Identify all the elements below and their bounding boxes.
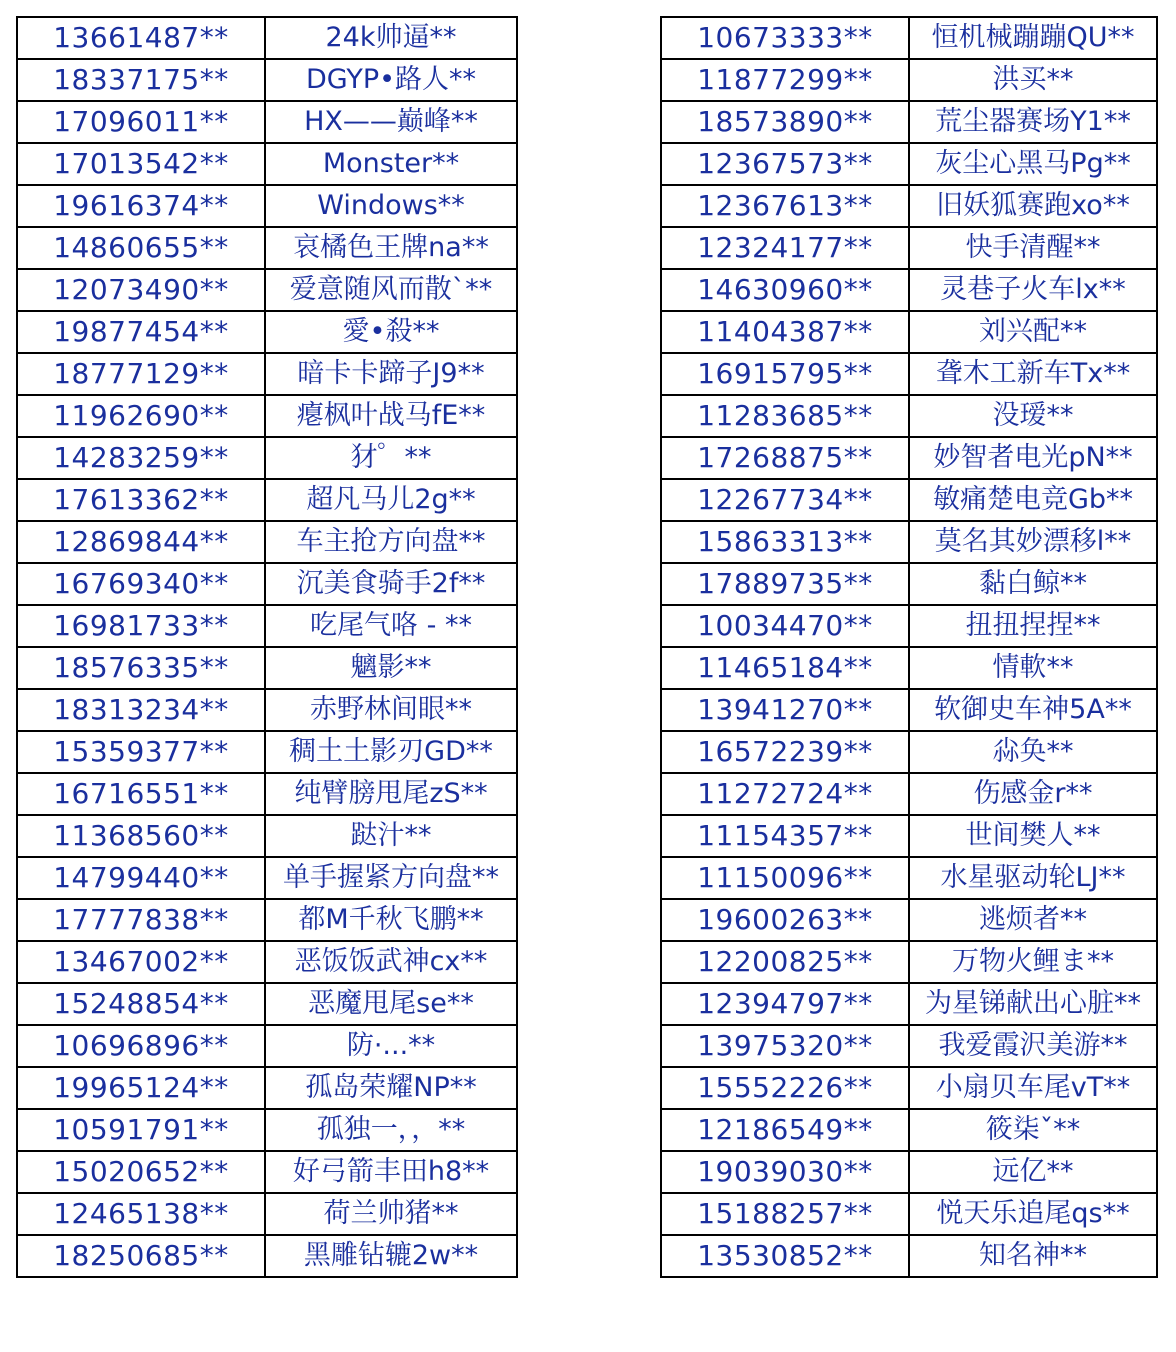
nickname-cell: 纯臂膀甩尾zS** [265,773,517,815]
user-id-cell: 18250685** [17,1235,265,1277]
user-id-cell: 12324177** [661,227,909,269]
table-row [661,227,1157,269]
user-id-cell: 18576335** [17,647,265,689]
nickname-cell: 莫名其妙漂移l** [909,521,1157,563]
table-row [661,899,1157,941]
user-id-cell: 11272724** [661,773,909,815]
user-id-cell: 15552226** [661,1067,909,1109]
nickname-cell: 24k帅逼** [265,17,517,59]
user-id-cell: 16716551** [17,773,265,815]
nickname-cell: 我爱霞沢美游** [909,1025,1157,1067]
nickname-cell: 情軟** [909,647,1157,689]
user-id-cell: 11283685** [661,395,909,437]
user-id-cell: 16769340** [17,563,265,605]
user-id-cell: 17013542** [17,143,265,185]
user-id-cell: 13975320** [661,1025,909,1067]
table-row [661,647,1157,689]
table-row [17,941,517,983]
nickname-cell: 筱柒ˇ** [909,1109,1157,1151]
nickname-cell: 跶汁** [265,815,517,857]
left-roster-table [16,16,518,1278]
user-id-cell: 15359377** [17,731,265,773]
table-row [17,437,517,479]
nickname-cell: 瘪枫叶战马fE** [265,395,517,437]
nickname-cell: 愛•殺** [265,311,517,353]
user-id-cell: 18337175** [17,59,265,101]
nickname-cell: 旧妖狐赛跑xo** [909,185,1157,227]
table-row [661,857,1157,899]
user-id-cell: 14283259** [17,437,265,479]
table-row [661,101,1157,143]
table-row [17,983,517,1025]
user-id-cell: 17268875** [661,437,909,479]
user-id-cell: 13661487** [17,17,265,59]
nickname-cell: 聋木工新车Tx** [909,353,1157,395]
user-id-cell: 14630960** [661,269,909,311]
nickname-cell: 尛奂** [909,731,1157,773]
table-row [661,1151,1157,1193]
nickname-cell: 刘兴配** [909,311,1157,353]
user-id-cell: 14799440** [17,857,265,899]
user-id-cell: 19877454** [17,311,265,353]
nickname-cell: 世间樊人** [909,815,1157,857]
table-row [17,1193,517,1235]
nickname-cell: 恶饭饭武神cx** [265,941,517,983]
nickname-cell: 小扇贝车尾vT** [909,1067,1157,1109]
nickname-cell: 荷兰帅猪** [265,1193,517,1235]
table-row [17,689,517,731]
table-row [661,311,1157,353]
user-id-cell: 19965124** [17,1067,265,1109]
user-id-cell: 19600263** [661,899,909,941]
nickname-cell: 防·...** [265,1025,517,1067]
nickname-cell: 爱意随风而散ˋ** [265,269,517,311]
user-id-cell: 12367573** [661,143,909,185]
table-row [17,17,517,59]
user-id-cell: 15020652** [17,1151,265,1193]
nickname-cell: 吃尾气咯 - ** [265,605,517,647]
user-id-cell: 15863313** [661,521,909,563]
table-row [17,773,517,815]
user-id-cell: 13530852** [661,1235,909,1277]
nickname-cell: 洪买** [909,59,1157,101]
table-row [661,479,1157,521]
table-row [661,1025,1157,1067]
table-row [661,269,1157,311]
nickname-cell: 妙智者电光pN** [909,437,1157,479]
right-roster-body [661,17,1157,1277]
table-row [661,815,1157,857]
nickname-cell: 灵巷子火车lx** [909,269,1157,311]
table-row [661,395,1157,437]
table-row [661,185,1157,227]
user-id-cell: 10591791** [17,1109,265,1151]
user-id-cell: 12869844** [17,521,265,563]
nickname-cell: 稠土土影刃GD** [265,731,517,773]
user-id-cell: 12465138** [17,1193,265,1235]
user-id-cell: 11154357** [661,815,909,857]
nickname-cell: 没瑷** [909,395,1157,437]
table-row [661,143,1157,185]
user-id-cell: 11368560** [17,815,265,857]
nickname-cell: 犲゜** [265,437,517,479]
table-row [661,983,1157,1025]
user-id-cell: 19616374** [17,185,265,227]
nickname-cell: 孤岛荣耀NP** [265,1067,517,1109]
user-id-cell: 11404387** [661,311,909,353]
table-row [17,1151,517,1193]
user-id-cell: 18313234** [17,689,265,731]
table-row [17,731,517,773]
nickname-cell: 沉美食骑手2f** [265,563,517,605]
nickname-cell: 荒尘器赛场Y1** [909,101,1157,143]
user-id-cell: 15188257** [661,1193,909,1235]
nickname-cell: 黏白鲸** [909,563,1157,605]
table-row [661,17,1157,59]
table-row [17,353,517,395]
table-row [17,227,517,269]
user-id-cell: 16572239** [661,731,909,773]
nickname-cell: 都M千秋飞鹏** [265,899,517,941]
nickname-cell: 恒机械蹦蹦QU** [909,17,1157,59]
user-id-cell: 11962690** [17,395,265,437]
table-row [17,1235,517,1277]
nickname-cell: 哀橘色王牌na** [265,227,517,269]
nickname-cell: HX——巅峰** [265,101,517,143]
user-id-cell: 11150096** [661,857,909,899]
nickname-cell: 悦天乐追尾qs** [909,1193,1157,1235]
user-id-cell: 18777129** [17,353,265,395]
left-roster-body [17,17,517,1277]
table-row [17,857,517,899]
nickname-cell: 灰尘心黑马Pg** [909,143,1157,185]
nickname-cell: 逃烦者** [909,899,1157,941]
nickname-cell: 敏痛楚电竞Gb** [909,479,1157,521]
table-row [661,689,1157,731]
user-id-cell: 17777838** [17,899,265,941]
nickname-cell: 超凡马儿2g** [265,479,517,521]
table-row [17,395,517,437]
table-row [17,269,517,311]
table-row [17,521,517,563]
user-id-cell: 11465184** [661,647,909,689]
nickname-cell: 暗卡卡蹄子J9** [265,353,517,395]
nickname-cell: DGYP•路人** [265,59,517,101]
user-id-cell: 12073490** [17,269,265,311]
right-roster-table [660,16,1158,1278]
user-id-cell: 12186549** [661,1109,909,1151]
table-row [17,101,517,143]
nickname-cell: Windows** [265,185,517,227]
table-row [661,773,1157,815]
table-row [17,563,517,605]
table-row [17,185,517,227]
table-row [661,521,1157,563]
table-row [661,353,1157,395]
user-id-cell: 10673333** [661,17,909,59]
user-id-cell: 19039030** [661,1151,909,1193]
user-id-cell: 17096011** [17,101,265,143]
nickname-cell: 快手清醒** [909,227,1157,269]
table-row [661,437,1157,479]
table-row [17,479,517,521]
user-id-cell: 12367613** [661,185,909,227]
table-row [17,59,517,101]
user-id-cell: 16981733** [17,605,265,647]
nickname-cell: 车主抢方向盘** [265,521,517,563]
table-row [661,563,1157,605]
table-row [661,731,1157,773]
nickname-cell: 远亿** [909,1151,1157,1193]
user-id-cell: 13941270** [661,689,909,731]
user-id-cell: 12200825** [661,941,909,983]
table-row [661,1235,1157,1277]
user-id-cell: 13467002** [17,941,265,983]
nickname-cell: 软御史车神5A** [909,689,1157,731]
table-row [17,143,517,185]
nickname-cell: 万物火鲤ま** [909,941,1157,983]
table-row [661,1193,1157,1235]
nickname-cell: 单手握紧方向盘** [265,857,517,899]
nickname-cell: 水星驱动轮LJ** [909,857,1157,899]
user-id-cell: 12394797** [661,983,909,1025]
nickname-cell: 伤感金r** [909,773,1157,815]
table-row [661,941,1157,983]
nickname-cell: 赤野林间眼** [265,689,517,731]
user-id-cell: 10696896** [17,1025,265,1067]
user-id-cell: 17613362** [17,479,265,521]
nickname-cell: 孤独一，，** [265,1109,517,1151]
table-row [661,59,1157,101]
table-row [17,899,517,941]
nickname-cell: 好弓箭丰田h8** [265,1151,517,1193]
table-row [661,1109,1157,1151]
nickname-cell: 恶魔甩尾se** [265,983,517,1025]
user-id-cell: 18573890** [661,101,909,143]
table-row [17,1109,517,1151]
user-id-cell: 16915795** [661,353,909,395]
user-id-cell: 12267734** [661,479,909,521]
nickname-cell: 魑影** [265,647,517,689]
table-row [17,1067,517,1109]
nickname-cell: 黑雕钻辘2w** [265,1235,517,1277]
table-row [17,815,517,857]
table-row [17,311,517,353]
user-id-cell: 15248854** [17,983,265,1025]
nickname-cell: Monster** [265,143,517,185]
table-row [17,647,517,689]
nickname-cell: 扭扭捏捏** [909,605,1157,647]
user-id-cell: 10034470** [661,605,909,647]
user-id-cell: 14860655** [17,227,265,269]
nickname-cell: 知名神** [909,1235,1157,1277]
nickname-cell: 为星锑献出心脏** [909,983,1157,1025]
table-row [661,605,1157,647]
table-row [661,1067,1157,1109]
table-row [17,605,517,647]
user-id-cell: 17889735** [661,563,909,605]
table-row [17,1025,517,1067]
user-id-cell: 11877299** [661,59,909,101]
